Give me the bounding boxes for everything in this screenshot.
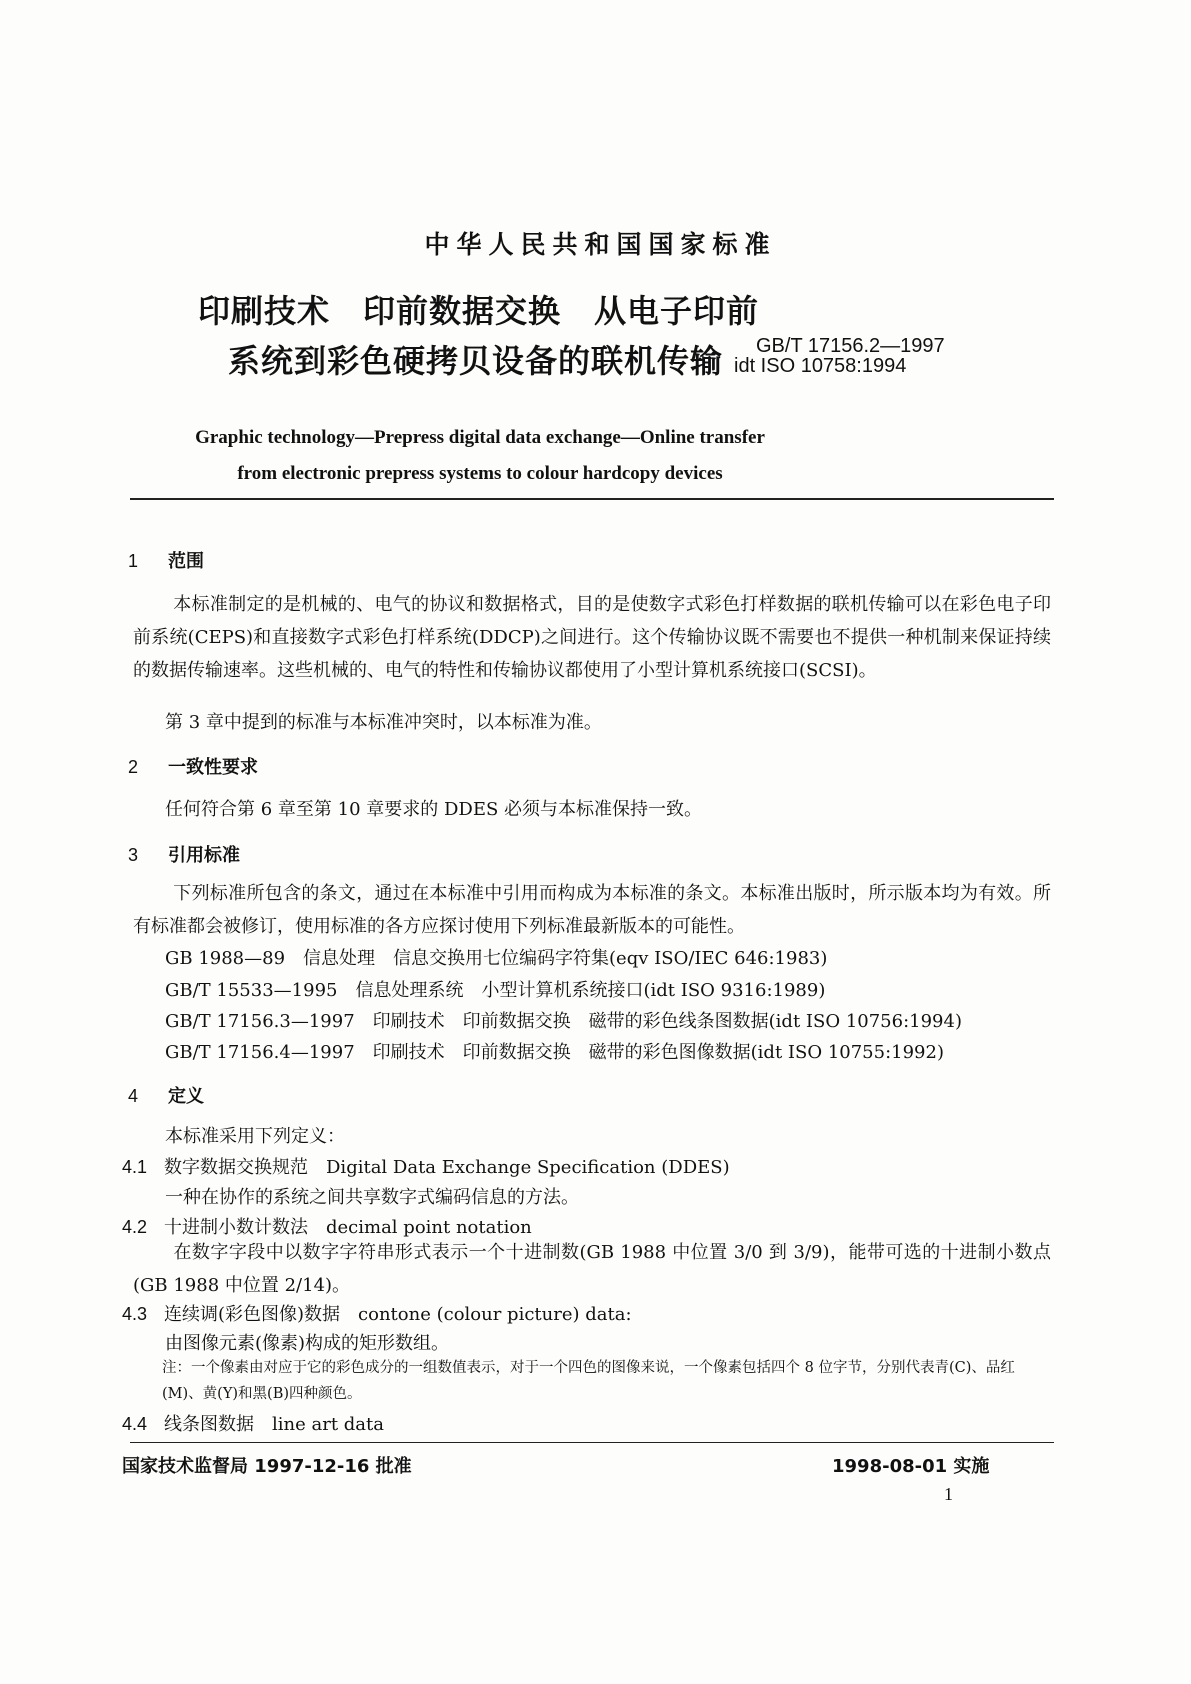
reference-item: GB/T 17156.3—1997 印刷技术 印前数据交换 磁带的彩色线条图数据(idt ISO 10756:1994) bbox=[165, 1011, 962, 1032]
section-number: 4 bbox=[128, 1086, 139, 1106]
term-text: 数字数据交换规范 Digital Data Exchange Specification (DDES) bbox=[164, 1157, 730, 1178]
page-number: 1 bbox=[944, 1484, 953, 1504]
header-divider bbox=[130, 498, 1054, 500]
definition-4-3-term bbox=[122, 1300, 632, 1326]
section-1-paragraph bbox=[133, 588, 1051, 687]
section-number: 3 bbox=[128, 845, 139, 865]
title-en-line2: from electronic prepress systems to colour hardcopy devices bbox=[237, 463, 723, 484]
reference-item: GB 1988—89 信息处理 信息交换用七位编码字符集(eqv ISO/IEC 646:1983) bbox=[165, 948, 828, 969]
reference-item: GB/T 15533—1995 信息处理系统 小型计算机系统接口(idt ISO 9316:1989) bbox=[165, 980, 826, 1001]
title-en-line1: Graphic technology—Prepress digital data exchange—Online transfer bbox=[195, 427, 765, 448]
subsection-number: 4.3 bbox=[122, 1304, 148, 1324]
standard-code: GB/T 17156.2—1997 bbox=[756, 335, 945, 357]
definition-4-3-note: 注：一个像素由对应于它的彩色成分的一组数值表示，对于一个四色的图像来说，一个像素包括四个 8 位字节，分别代表青(C)、品红(M)、黄(Y)和黑(B)四种颜色。 bbox=[162, 1360, 1015, 1402]
section-title: 定义 bbox=[168, 1086, 204, 1107]
section-4-heading bbox=[128, 1082, 204, 1108]
section-1-heading bbox=[128, 547, 204, 573]
definition-4-4-term bbox=[122, 1410, 384, 1436]
subsection-number: 4.4 bbox=[122, 1414, 148, 1434]
title-en bbox=[160, 420, 800, 492]
definition-4-2-text bbox=[133, 1236, 1051, 1302]
paragraph-text: 在数字字段中以数字字符串形式表示一个十进制数(GB 1988 中位置 3/0 到 3/9)，能带可选的十进制小数点(GB 1988 中位置 2/14)。 bbox=[133, 1242, 1051, 1296]
paragraph-text: 本标准制定的是机械的、电气的协议和数据格式，目的是使数字式彩色打样数据的联机传输可以在彩色电子印前系统(CEPS)和直接数字式彩色打样系统(DDCP)之间进行。这个传输协议既不需要也不提供一种机制来保证持续的数据传输速率。这些机械的、电气的特性和传输协议都使用了小型计算机系统接口(SCSI)。 bbox=[133, 594, 1051, 681]
approval-date: 国家技术监督局 1997-12-16 批准 bbox=[122, 1456, 412, 1477]
section-3-paragraph bbox=[133, 877, 1051, 943]
footer-divider bbox=[130, 1442, 1054, 1443]
section-1-paragraph-2: 第 3 章中提到的标准与本标准冲突时，以本标准为准。 bbox=[165, 712, 602, 733]
section-number: 2 bbox=[128, 757, 139, 777]
reference-item: GB/T 17156.4—1997 印刷技术 印前数据交换 磁带的彩色图像数据(idt ISO 10755:1992) bbox=[165, 1042, 944, 1063]
section-3-heading bbox=[128, 841, 240, 867]
idt-code: idt ISO 10758:1994 bbox=[734, 355, 907, 377]
term-text: 十进制小数计数法 decimal point notation bbox=[164, 1217, 532, 1238]
section-title: 一致性要求 bbox=[168, 757, 258, 778]
section-2-heading bbox=[128, 753, 258, 779]
title-cn-line1: 印刷技术 印前数据交换 从电子印前 bbox=[198, 292, 760, 330]
title-cn-line2: 系统到彩色硬拷贝设备的联机传输 bbox=[228, 342, 724, 380]
section-title: 范围 bbox=[168, 551, 204, 572]
term-text: 连续调(彩色图像)数据 contone (colour picture) data: bbox=[164, 1304, 632, 1325]
section-number: 1 bbox=[128, 551, 139, 571]
definitions-intro: 本标准采用下列定义： bbox=[165, 1126, 345, 1147]
definition-4-1-term bbox=[122, 1153, 730, 1179]
national-standard-label: 中华人民共和国国家标准 bbox=[424, 230, 777, 259]
term-text: 线条图数据 line art data bbox=[164, 1414, 384, 1435]
subsection-number: 4.1 bbox=[122, 1157, 148, 1177]
implementation-date: 1998-08-01 实施 bbox=[832, 1456, 990, 1477]
definition-4-1-text: 一种在协作的系统之间共享数字式编码信息的方法。 bbox=[165, 1187, 579, 1208]
section-title: 引用标准 bbox=[168, 845, 240, 866]
definition-4-3-text: 由图像元素(像素)构成的矩形数组。 bbox=[165, 1333, 450, 1354]
section-2-paragraph: 任何符合第 6 章至第 10 章要求的 DDES 必须与本标准保持一致。 bbox=[165, 799, 703, 820]
paragraph-text: 下列标准所包含的条文，通过在本标准中引用而构成为本标准的条文。本标准出版时，所示版本均为有效。所有标准都会被修订，使用标准的各方应探讨使用下列标准最新版本的可能性。 bbox=[133, 883, 1051, 937]
subsection-number: 4.2 bbox=[122, 1217, 148, 1237]
